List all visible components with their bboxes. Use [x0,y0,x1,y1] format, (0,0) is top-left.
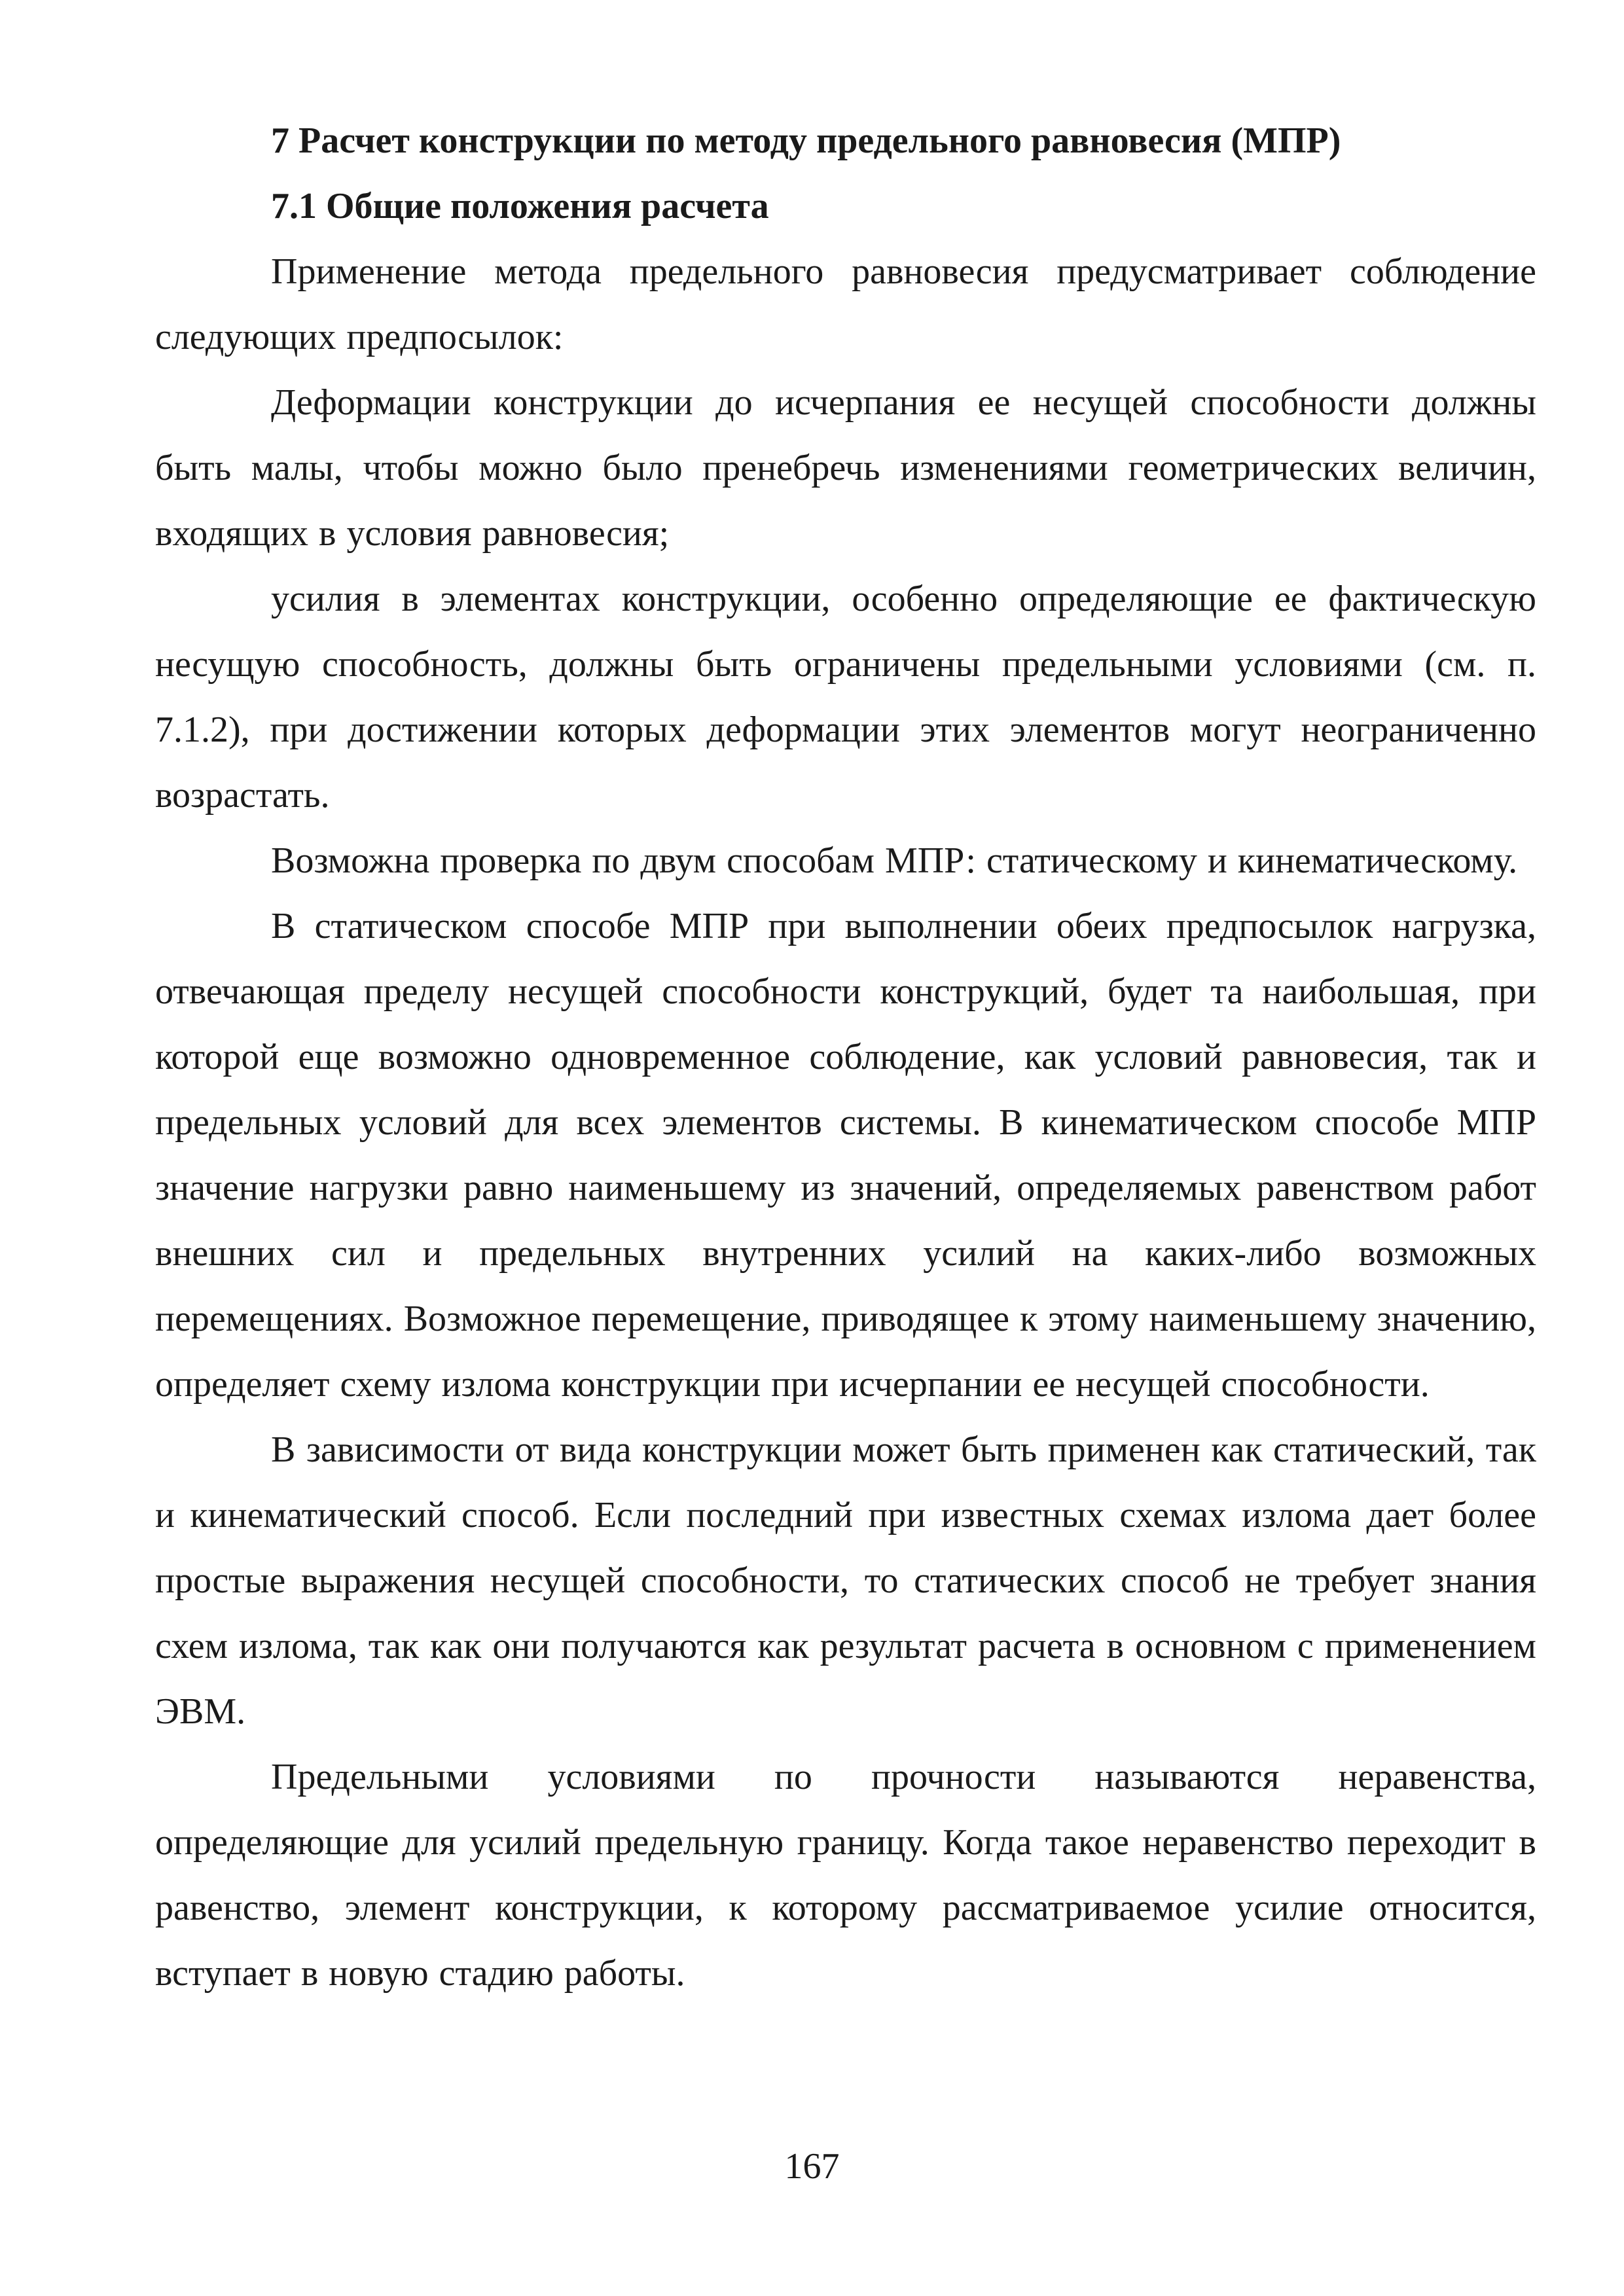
paragraph-6: В зависимости от вида конструкции может быть применен как статический, так и кинематический способ. Если последний при известных схемах излома дает более простые выражения несущей способности, то статических способ не требует знания схем излома, так как они получаются как результат расчета в основном с применением ЭВМ. [155,1429,1536,1732]
section-heading: 7.1 Общие положения расчета [271,186,769,226]
paragraph-4: Возможна проверка по двум способам МПР: статическому и кинематическому. [271,840,1518,881]
paragraph-7: Предельными условиями по прочности называются неравенства, определяющие для усилий предельную границу. Когда такое неравенство переходит в равенство, элемент конструкции, к которому рассматриваемое усилие относится, вступает в новую стадию работы. [155,1757,1536,1994]
paragraph-3: усилия в элементах конструкции, особенно определяющие ее фактическую несущую способность, должны быть ограничены предельными условиями (см. п. 7.1.2), при достижении которых деформации этих элементов могут неограниченно возрастать. [155,579,1536,816]
paragraph-1: Применение метода предельного равновесия предусматривает соблюдение следующих предпосылок: [155,251,1536,357]
chapter-heading: 7 Расчет конструкции по методу предельного равновесия (МПР) [271,120,1341,161]
page-content [155,108,1536,2006]
page-number: 167 [784,2146,840,2187]
paragraph-5: В статическом способе МПР при выполнении обеих предпосылок нагрузка, отвечающая пределу несущей способности конструкций, будет та наибольшая, при которой еще возможно одновременное соблюдение, как условий равновесия, так и предельных условий для всех элементов системы. В кинематическом способе МПР значение нагрузки равно наименьшему из значений, определяемых равенством работ внешних сил и предельных внутренних усилий на каких-либо возможных перемещениях. Возможное перемещение, приводящее к этому наименьшему значению, определяет схему излома конструкции при исчерпании ее несущей способности. [155,906,1536,1405]
paragraph-2: Деформации конструкции до исчерпания ее несущей способности должны быть малы, чтобы можно было пренебречь изменениями геометрических величин, входящих в условия равновесия; [155,382,1536,554]
